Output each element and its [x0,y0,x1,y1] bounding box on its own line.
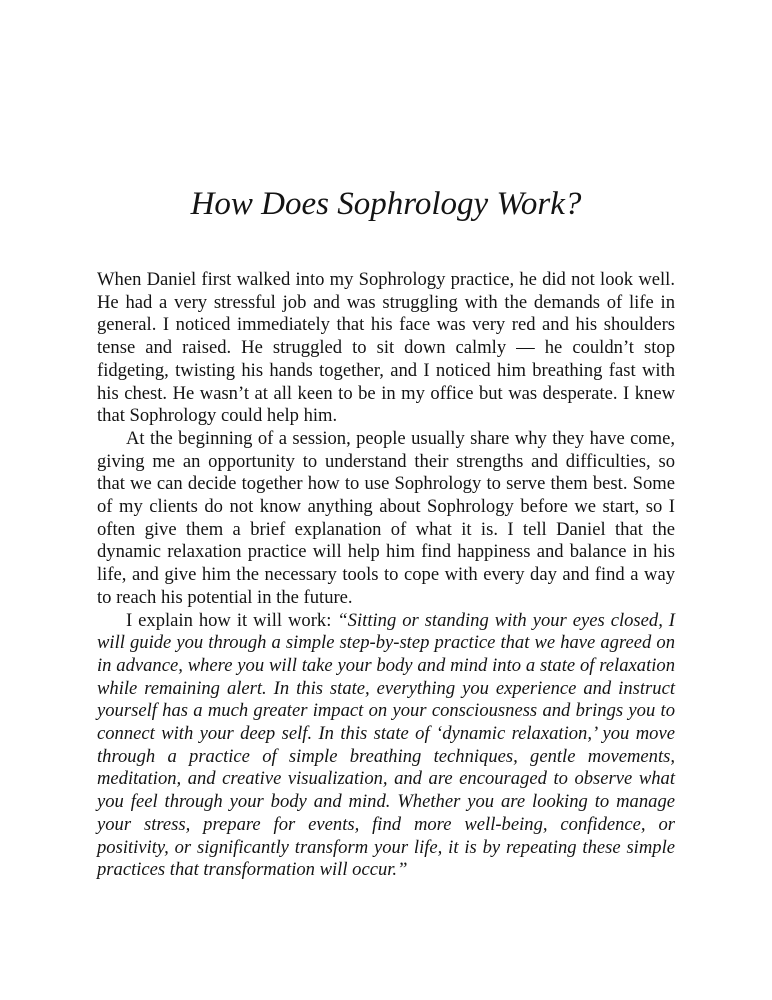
paragraph-3-quote: “Sitting or standing with your eyes closed, I will guide you through a simple step-by-step practice that we have agreed on in advance, where you will take your body and mind into a state of relaxation while remaining alert. In this state, everything you experience and instruct yourself has a much greater impact on your consciousness and brings you to connect with your deep self. In this state of ‘dynamic relaxation,’ you move through a practice of simple breathing techniques, gentle movements, meditation, and creative visualization, and are encouraged to observe what you feel through your body and mind. Whether you are looking to manage your stress, prepare for events, find more well-being, confidence, or positivity, or significantly transform your life, it is by repeating these simple practices that transformation will occur.” [97,609,675,881]
chapter-title: How Does Sophrology Work? [190,186,582,222]
paragraph-3 [97,610,675,882]
paragraph-1: When Daniel first walked into my Sophrology practice, he did not look well. He had a very stressful job and was struggling with the demands of life in general. I noticed immediately that his face was very red and his shoulders tense and raised. He struggled to sit down calmly — he couldn’t stop fidgeting, twisting his hands together, and I noticed him breathing fast with his chest. He wasn’t at all keen to be in my office but was desperate. I knew that Sophrology could help him. [97,269,675,427]
paragraph-2: At the beginning of a session, people usually share why they have come, giving me an opportunity to understand their strengths and difficulties, so that we can decide together how to use Sophrology to serve them best. Some of my clients do not know anything about Sophrology before we start, so I often give them a brief explanation of what it is. I tell Daniel that the dynamic relaxation practice will help him find happiness and balance in his life, and give him the necessary tools to cope with every day and find a way to reach his potential in the future. [97,427,675,608]
body-text [97,269,675,882]
paragraph-3-lead: I explain how it will work: [126,609,338,631]
